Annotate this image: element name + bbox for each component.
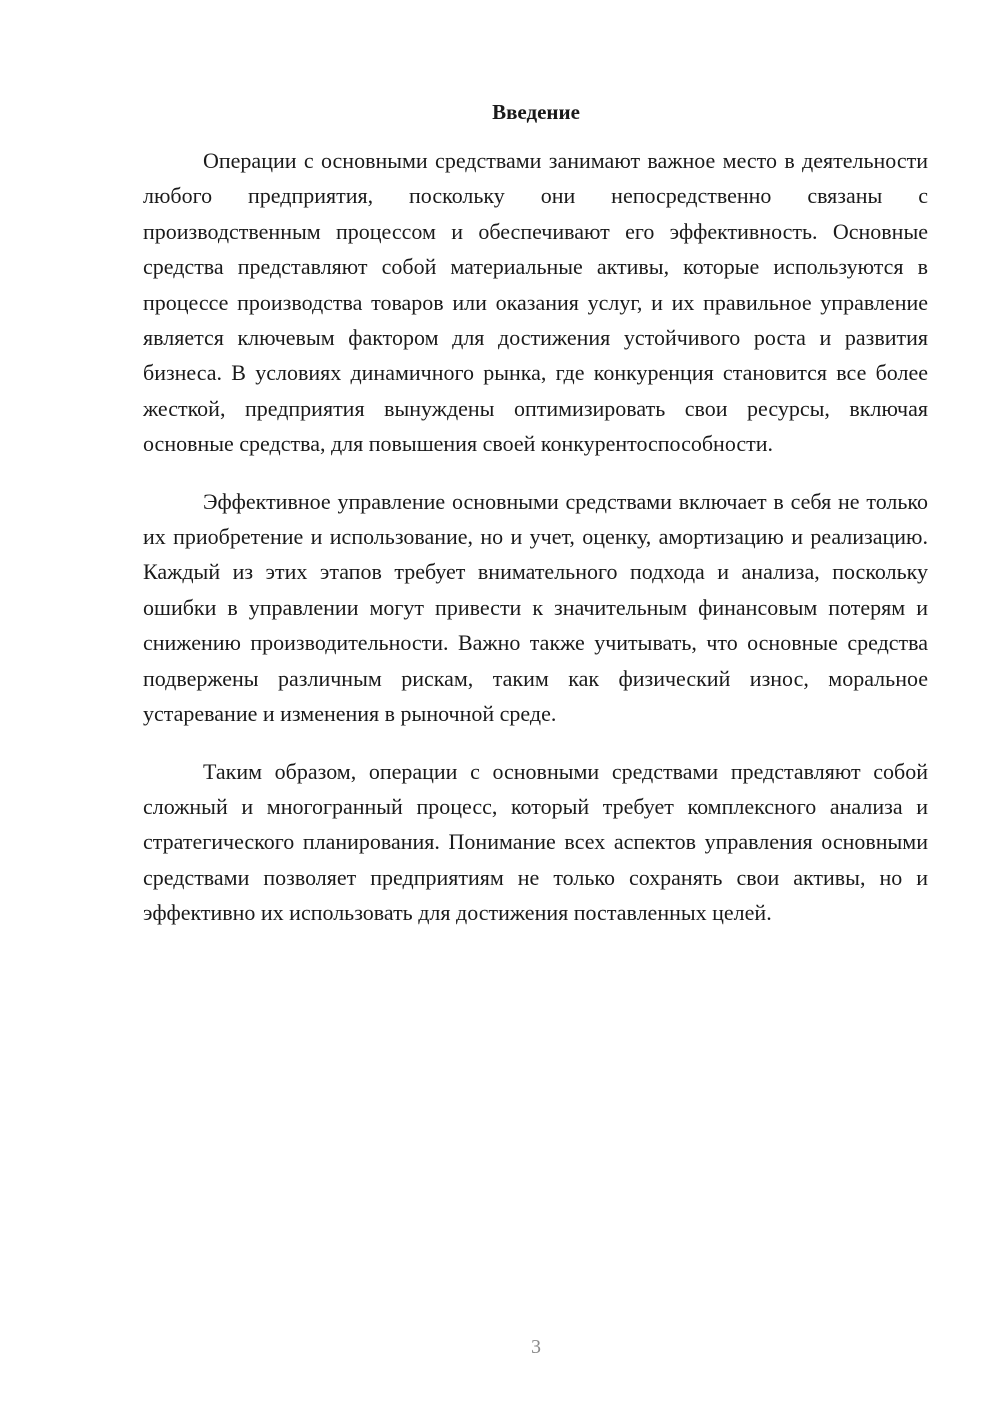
section-heading: Введение — [492, 100, 580, 124]
body-text — [143, 143, 928, 931]
paragraph-2: Эффективное управление основными средствами включает в себя не только их приобретение и использование, но и учет, оценку, амортизацию и реализацию. Каждый из этих этапов требует внимательного подхода и анализа, поскольку ошибки в управлении могут привести к значительным финансовым потерям и снижению производительности. Важно также учитывать, что основные средства подвержены различным рискам, таким как физический износ, моральное устаревание и изменения в рыночной среде. — [143, 488, 928, 727]
paragraph-3: Таким образом, операции с основными средствами представляют собой сложный и многогранный процесс, который требует комплексного анализа и стратегического планирования. Понимание всех аспектов управления основными средствами позволяет предприятиям не только сохранять свои активы, но и эффективно их использовать для достижения поставленных целей. — [143, 758, 928, 926]
paragraph-1: Операции с основными средствами занимают важное место в деятельности любого предприятия, поскольку они непосредственно связаны с производственным процессом и обеспечивают его эффективность. Основные средства представляют собой материальные активы, которые используются в процессе производства товаров или оказания услуг, и их правильное управление является ключевым фактором для достижения устойчивого роста и развития бизнеса. В условиях динамичного рынка, где конкуренция становится все более жесткой, предприятия вынуждены оптимизировать свои ресурсы, включая основные средства, для повышения своей конкурентоспособности. — [143, 148, 928, 457]
page-number: 3 — [531, 1336, 541, 1358]
